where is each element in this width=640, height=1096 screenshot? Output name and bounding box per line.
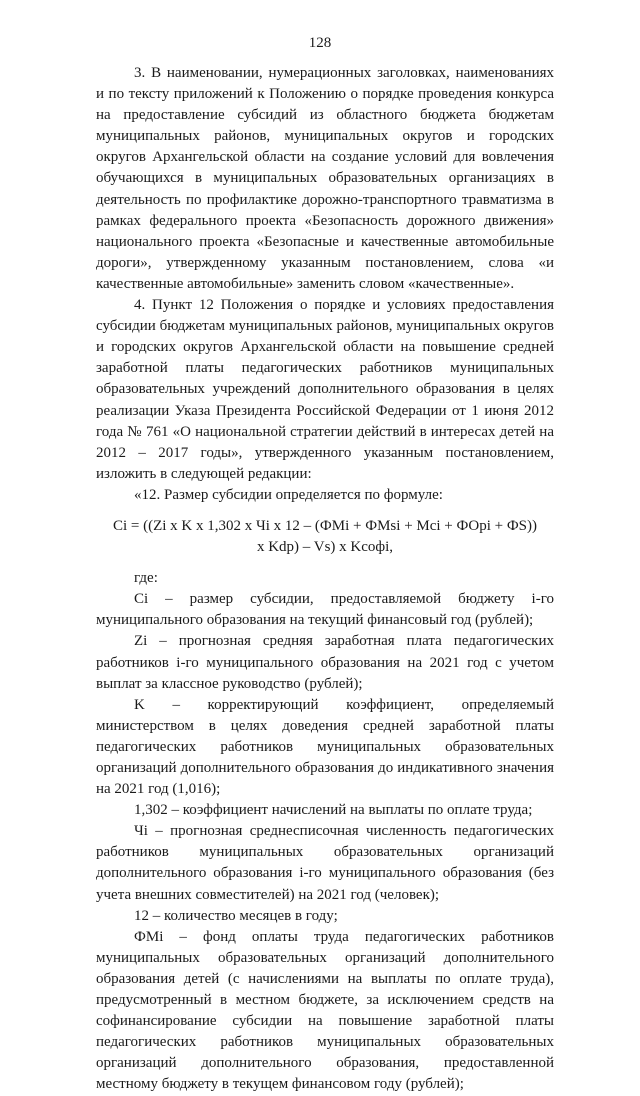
- definition-zi: Zi – прогнозная средняя заработная плата педагогических работников i-го муниципального образования на 2021 год с учетом выплат за классное руководство (рублей);: [96, 633, 554, 692]
- formula-line-2: x Kdp) – Vs) x Kcофi,: [256, 539, 394, 556]
- formula-line-1: Ci = ((Zi x K x 1,302 x Чi x 12 – (ФMi + ФMsi + Mci + ФOpi + ФS)): [112, 517, 538, 534]
- definition-ci: Ci – размер субсидии, предоставляемой бюджету i-го муниципального образования на текущий финансовый год (рублей);: [96, 591, 554, 629]
- definition-1302: 1,302 – коэффициент начислений на выплаты по оплате труда;: [134, 802, 533, 819]
- definition-chi: Чi – прогнозная среднесписочная численность педагогических работников муниципальных образовательных организаций дополнительного образования i-го муниципального образования (без учета внешних совместителей) на 2021 год (человек);: [96, 823, 554, 903]
- paragraph-item-3: 3. В наименовании, нумерационных заголовках, наименованиях и по тексту приложений к Положению о порядке проведения конкурса на предоставление субсидий из областного бюджета бюджетам муниципальных районов, муниципальных округов и городских округов Архангельской области на создание условий для вовлечения обучающихся в муниципальных образовательных организациях в деятельность по профилактике дорожно-транспортного травматизма в рамках федерального проекта «Безопасность дорожного движения» национального проекта «Безопасные и качественные автомобильные дороги», утвержденному указанным постановлением, слова «и качественные автомобильные» заменить словом «качественные».: [96, 65, 554, 292]
- page-number: 128: [308, 35, 332, 51]
- document-body: [96, 63, 554, 1096]
- paragraph-where: где:: [134, 570, 158, 587]
- paragraph-formula-intro: «12. Размер субсидии определяется по формуле:: [134, 486, 443, 503]
- paragraph-item-4: 4. Пункт 12 Положения о порядке и условиях предоставления субсидии бюджетам муниципальных районов, муниципальных округов и городских округов Архангельской области на повышение средней заработной платы педагогических работников муниципальных образовательных учреждений дополнительного образования в целях реализации Указа Президента Российской Федерации от 1 июня 2012 года № 761 «О национальной стратегии действий в интересах детей на 2012 – 2017 годы», утвержденного указанным постановлением, изложить в следующей редакции:: [96, 297, 554, 482]
- definition-12: 12 – количество месяцев в году;: [134, 907, 338, 924]
- definition-k: K – корректирующий коэффициент, определяемый министерством в целях доведения средней заработной платы педагогических работников муниципальных образовательных организаций дополнительного образования до индикативного значения на 2021 год (1,016);: [96, 696, 554, 798]
- definition-fmi: ФMi – фонд оплаты труда педагогических работников муниципальных образовательных организаций дополнительного образования детей (с начислениями на выплаты по оплате труда), предусмотренный в местном бюджете, за исключением средств на софинансирование субсидии на повышение заработной платы педагогических работников муниципальных образовательных организаций дополнительного образования, предоставленной местному бюджету в текущем финансовом году (рублей);: [96, 928, 554, 1093]
